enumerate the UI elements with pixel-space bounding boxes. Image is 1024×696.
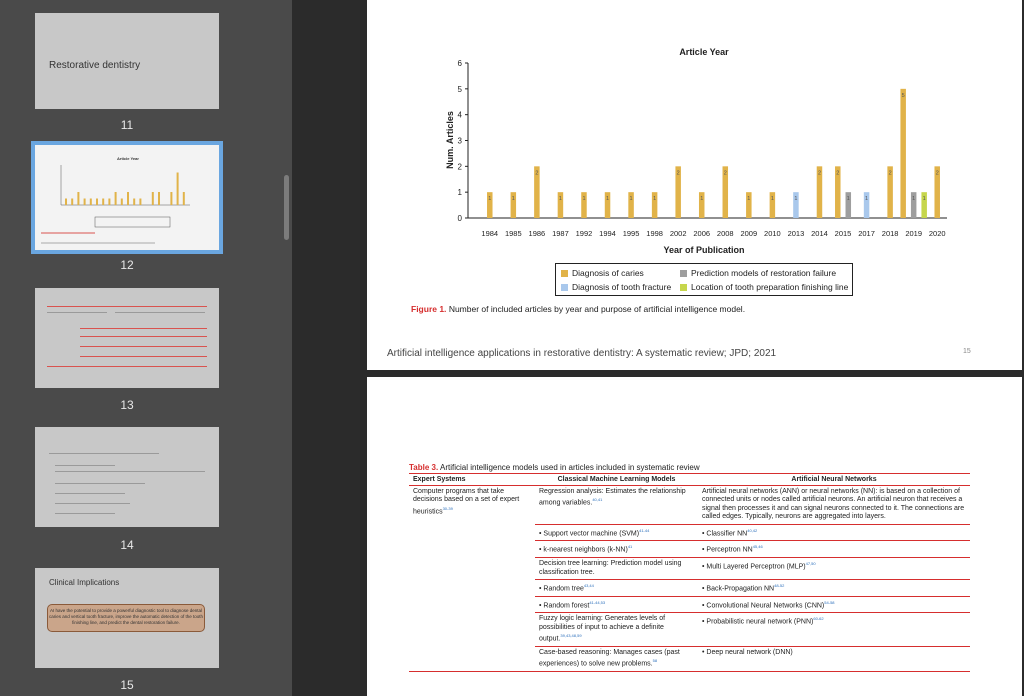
figure-caption: Figure 1. Number of included articles by year and purpose of artificial intelligence model.: [411, 304, 746, 314]
table-cell: Fuzzy logic learning: Generates levels of possibilities of input to achieve a definite output.$^{39,43,48,59}$: [535, 613, 698, 647]
mini-bar: [170, 192, 172, 205]
table-cell: • Probabilistic neural network (PNN)$^{60-62}$: [698, 613, 970, 647]
table-row: [409, 486, 970, 525]
x-tick-label: 2015: [834, 229, 852, 238]
table-cell: [409, 613, 535, 647]
mini-bar: [115, 192, 117, 205]
table-cell: Computer programs that take decisions based on a set of expert heuristics$^{30-39}$: [413, 488, 520, 516]
bar-data-label: 1: [770, 196, 774, 203]
x-tick-label: 2008: [716, 229, 734, 238]
bar-data-label: 1: [511, 196, 515, 203]
workspace-gap: [292, 0, 367, 696]
table-cell: • Random forest$^{41-44,53}$: [535, 596, 698, 613]
table-row: [409, 613, 970, 647]
bar-data-label: 1: [558, 196, 562, 203]
table-row: [409, 579, 970, 596]
slide-12-mini-chart: [35, 145, 219, 250]
document-page-16: [367, 377, 1022, 696]
sidebar-scrollbar[interactable]: [284, 175, 289, 240]
ai-models-table: [409, 473, 970, 672]
y-tick-label: 6: [457, 59, 462, 68]
legend-item-finishing-line: Location of tooth preparation finishing line: [680, 282, 848, 292]
x-tick-label: 2017: [858, 229, 875, 238]
table-row: [409, 596, 970, 613]
mini-bar: [139, 199, 141, 206]
mini-bar: [102, 199, 104, 206]
table-cell: • Random tree$^{43,44}$: [535, 579, 698, 596]
bar-data-label: 1: [794, 196, 798, 203]
mini-bar: [133, 199, 135, 206]
bar-data-label: 2: [535, 170, 539, 177]
table-cell: Regression analysis: Estimates the relationship among variables.$^{40,41}$: [535, 486, 698, 525]
bar-data-label: 1: [653, 196, 657, 203]
slide-11-title: Restorative dentistry: [49, 60, 141, 71]
chart-legend: [555, 263, 853, 296]
mini-bar: [96, 199, 98, 206]
mini-bar: [152, 192, 154, 205]
x-tick-label: 1998: [646, 229, 663, 238]
y-tick-label: 2: [457, 162, 462, 172]
legend-swatch: [561, 270, 568, 277]
table-cell: • Convolutional Neural Networks (CNN)$^{54-58}$: [698, 596, 970, 613]
mini-bar: [84, 199, 86, 206]
table-row: [409, 558, 970, 580]
x-tick-label: 1995: [622, 229, 640, 238]
slide-thumbnail-13[interactable]: [35, 288, 219, 388]
article-year-chart: [367, 0, 1022, 260]
y-tick-label: 4: [457, 110, 462, 120]
table-cell: • Back-Propagation NN$^{48-52}$: [698, 579, 970, 596]
slide-number-15: 15: [120, 678, 134, 692]
table-cell: [409, 596, 535, 613]
header-classical-ml: Classical Machine Learning Models: [535, 474, 698, 486]
y-tick-label: 0: [457, 214, 462, 223]
x-tick-label: 2013: [787, 229, 805, 238]
legend-item-restoration-failure: Prediction models of restoration failure: [680, 268, 836, 278]
slide-number-11: 11: [120, 118, 134, 132]
bar-data-label: 1: [865, 196, 869, 203]
mini-bar: [71, 199, 73, 206]
page-footer: Artificial intelligence applications in restorative dentistry: A systematic review; JPD; 2021: [387, 348, 777, 359]
bar-data-label: 1: [747, 196, 751, 203]
mini-bar: [90, 199, 92, 206]
table-row: [409, 646, 970, 671]
table-cell: • Multi Layered Perceptron (MLP)$^{47,50}$: [698, 558, 970, 580]
table-cell: [409, 524, 535, 541]
bar-data-label: 1: [629, 196, 633, 203]
bar-data-label: 1: [922, 196, 926, 203]
chart-x-axis-label: Year of Publication: [663, 245, 745, 255]
x-tick-label: 1992: [575, 229, 593, 238]
x-tick-label: 1994: [599, 229, 616, 238]
mini-bar: [65, 199, 67, 206]
slide-number-13: 13: [120, 398, 134, 412]
header-expert-systems: Expert Systems: [409, 474, 535, 486]
table-row: [409, 524, 970, 541]
table-cell: [409, 579, 535, 596]
page-number: 15: [963, 348, 971, 355]
table-cell: Case-based reasoning: Manages cases (past experiences) to solve new problems.$^{58}$: [535, 646, 698, 671]
table-cell: [409, 646, 535, 671]
table-caption: Table 3. Artificial intelligence models used in articles included in systematic review: [409, 463, 700, 472]
x-tick-label: 1984: [481, 229, 499, 238]
legend-item-caries: Diagnosis of caries: [561, 268, 644, 278]
mini-bar: [77, 192, 79, 205]
x-tick-label: 2002: [669, 229, 687, 238]
y-tick-label: 3: [457, 136, 462, 146]
mini-bar: [121, 199, 123, 206]
legend-item-tooth-fracture: Diagnosis of tooth fracture: [561, 282, 671, 292]
x-tick-label: 2020: [928, 229, 946, 238]
bar-data-label: 2: [723, 170, 727, 177]
slide-thumbnail-14[interactable]: [35, 427, 219, 527]
y-tick-label: 1: [457, 188, 462, 198]
bar-0-2019: [900, 89, 906, 218]
x-tick-label: 2006: [693, 229, 711, 238]
bar-data-label: 2: [888, 170, 892, 177]
legend-swatch: [680, 284, 687, 291]
mini-bar: [158, 192, 160, 205]
table-cell: • Classifier NN$^{40,42}$: [698, 524, 970, 541]
slide-12-title: Article Year: [117, 156, 139, 161]
x-tick-label: 1986: [528, 229, 546, 238]
mini-bar: [183, 192, 185, 205]
x-tick-label: 1987: [552, 229, 569, 238]
bar-data-label: 1: [605, 196, 610, 203]
legend-swatch: [680, 270, 687, 277]
slide-15-title: Clinical Implications: [49, 578, 120, 587]
slide-thumbnail-panel: [0, 0, 292, 696]
mini-bar: [108, 199, 110, 206]
slide-number-14: 14: [120, 538, 134, 552]
bar-data-label: 2: [836, 170, 840, 177]
mini-bar: [127, 192, 129, 205]
slide-thumbnail-11[interactable]: [35, 13, 219, 109]
slide-thumbnail-15[interactable]: [35, 568, 219, 668]
table-row: [409, 541, 970, 558]
bar-data-label: 2: [676, 170, 680, 177]
chart-y-axis-label: Num. Articles: [445, 111, 455, 169]
bar-data-label: 2: [817, 170, 822, 177]
bar-data-label: 5: [901, 92, 905, 99]
x-tick-label: 2010: [764, 229, 781, 238]
bar-data-label: 1: [488, 196, 492, 203]
table-cell: [409, 541, 535, 558]
table-cell: • Deep neural network (DNN): [698, 646, 970, 671]
x-tick-label: 2014: [811, 229, 828, 238]
table-cell: Artificial neural networks (ANN) or neural networks (NN): is based on a collection of connected units or nodes called artificial neurons. An artificial neuron that receives a signal then processes it and can signal neurons connected to it. The connections are called edges. Typically, neurons are aggregated into layers.: [698, 486, 970, 525]
slide-number-12: 12: [120, 258, 134, 272]
bar-data-label: 2: [935, 170, 939, 177]
table-header-row: [409, 474, 970, 486]
chart-title: Article Year: [679, 47, 729, 57]
document-page-15: [367, 0, 1022, 370]
slide-15-callout: AI have the potential to provide a powerful diagnostic tool to diagnose dental caries and vertical tooth fracture, improve the automatic detection of the tooth finishing line, and predict the dental restoration failure.: [47, 604, 205, 632]
bar-data-label: 1: [700, 196, 704, 203]
table-cell: • k-nearest neighbors $(k-NN)^{41}$: [535, 541, 698, 558]
bar-data-label: 1: [582, 196, 586, 203]
x-tick-label: 2009: [740, 229, 758, 238]
bar-data-label: 1: [846, 196, 850, 203]
y-tick-label: 5: [457, 84, 462, 94]
table-cell: • Support vector machine (SVM)$^{41-44}$: [535, 524, 698, 541]
x-tick-label: 2019: [905, 229, 923, 238]
x-tick-label: 2018: [881, 229, 899, 238]
legend-swatch: [561, 284, 568, 291]
table-cell: [409, 558, 535, 580]
x-tick-label: 1985: [504, 229, 522, 238]
table-cell: Decision tree learning: Prediction model using classification tree.: [535, 558, 698, 580]
table-cell: • Perceptron NN$^{45,46}$: [698, 541, 970, 558]
mini-bar: [177, 173, 179, 206]
bar-data-label: 1: [912, 196, 916, 203]
header-neural-networks: Artificial Neural Networks: [698, 474, 970, 486]
slide-thumbnail-12[interactable]: [35, 145, 219, 250]
